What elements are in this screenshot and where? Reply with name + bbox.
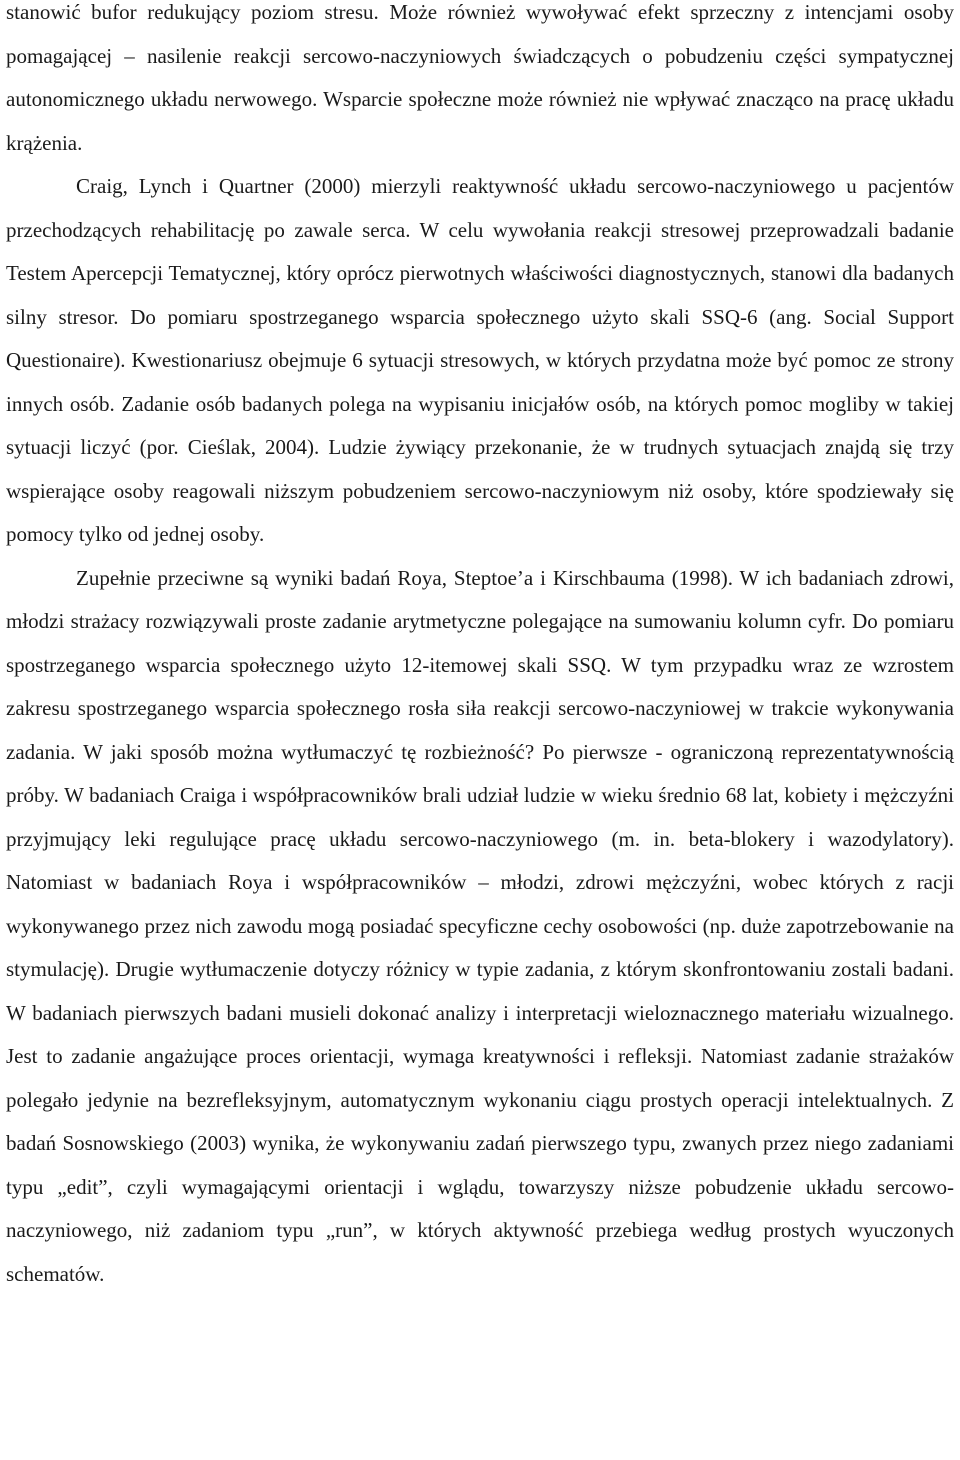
paragraph-3: Zupełnie przeciwne są wyniki badań Roya, Steptoe’a i Kirschbauma (1998). W ich badaniach zdrowi, młodzi strażacy rozwiązywali proste zadanie arytmetyczne polegające na sumowaniu kolumn cyfr. Do pomiaru spostrzeganego wsparcia społecznego użyto 12-itemowej skali SSQ. W tym przypadku wraz ze wzrostem zakresu spostrzeganego wsparcia społecznego rosła siła reakcji sercowo-naczyniowej w trakcie wykonywania zadania. W jaki sposób można wytłumaczyć tę rozbieżność? Po pierwsze - ograniczoną reprezentatywnością próby. W badaniach Craiga i współpracowników brali udział ludzie w wieku średnio 68 lat, kobiety i mężczyźni przyjmujący leki regulujące pracę układu sercowo-naczyniowego (m. in. beta-blokery i wazodylatory). Natomiast w badaniach Roya i współpracowników – młodzi, zdrowi mężczyźni, wobec których z racji wykonywanego przez nich zawodu mogą posiadać specyficzne cechy osobowości (np. duże zapotrzebowanie na stymulację). Drugie wytłumaczenie dotyczy różnicy w typie zadania, z którym skonfrontowaniu zostali badani. W badaniach pierwszych badani musieli dokonać analizy i interpretacji wieloznacznego materiału wizualnego. Jest to zadanie angażujące proces orientacji, wymaga kreatywności i refleksji. Natomiast zadanie strażaków polegało jedynie na bezrefleksyjnym, automatycznym wykonaniu ciągu prostych operacji intelektualnych. Z badań Sosnowskiego (2003) wynika, że wykonywaniu zadań pierwszego typu, zwanych przez niego zadaniami typu „edit”, czyli wymagającymi orientacji i wglądu, towarzyszy niższe pobudzenie układu sercowo-naczyniowego, niż zadaniom typu „run”, w których aktywność przebiega według prostych wyuczonych schematów.: [6, 565, 954, 1286]
document-page: [6, 0, 954, 1296]
paragraph-2: Craig, Lynch i Quartner (2000) mierzyli reaktywność układu sercowo-naczyniowego u pacjentów przechodzących rehabilitację po zawale serca. W celu wywołania reakcji stresowej przeprowadzali badanie Testem Apercepcji Tematycznej, który oprócz pierwotnych właściwości diagnostycznych, stanowi dla badanych silny stresor. Do pomiaru spostrzeganego wsparcia społecznego użyto skali SSQ-6 (ang. Social Support Questionaire). Kwestionariusz obejmuje 6 sytuacji stresowych, w których przydatna może być pomoc ze strony innych osób. Zadanie osób badanych polega na wypisaniu inicjałów osób, na których pomoc mogliby w takiej sytuacji liczyć (por. Cieślak, 2004). Ludzie żywiący przekonanie, że w trudnych sytuacjach znajdą się trzy wspierające osoby reagowali niższym pobudzeniem sercowo-naczyniowym niż osoby, które spodziewały się pomocy tylko od jednej osoby.: [6, 174, 954, 546]
paragraph-1: stanowić bufor redukujący poziom stresu. Może również wywoływać efekt sprzeczny z intencjami osoby pomagającej – nasilenie reakcji sercowo-naczyniowych świadczących o pobudzeniu części sympatycznej autonomicznego układu nerwowego. Wsparcie społeczne może również nie wpływać znacząco na pracę układu krążenia.: [6, 0, 954, 155]
